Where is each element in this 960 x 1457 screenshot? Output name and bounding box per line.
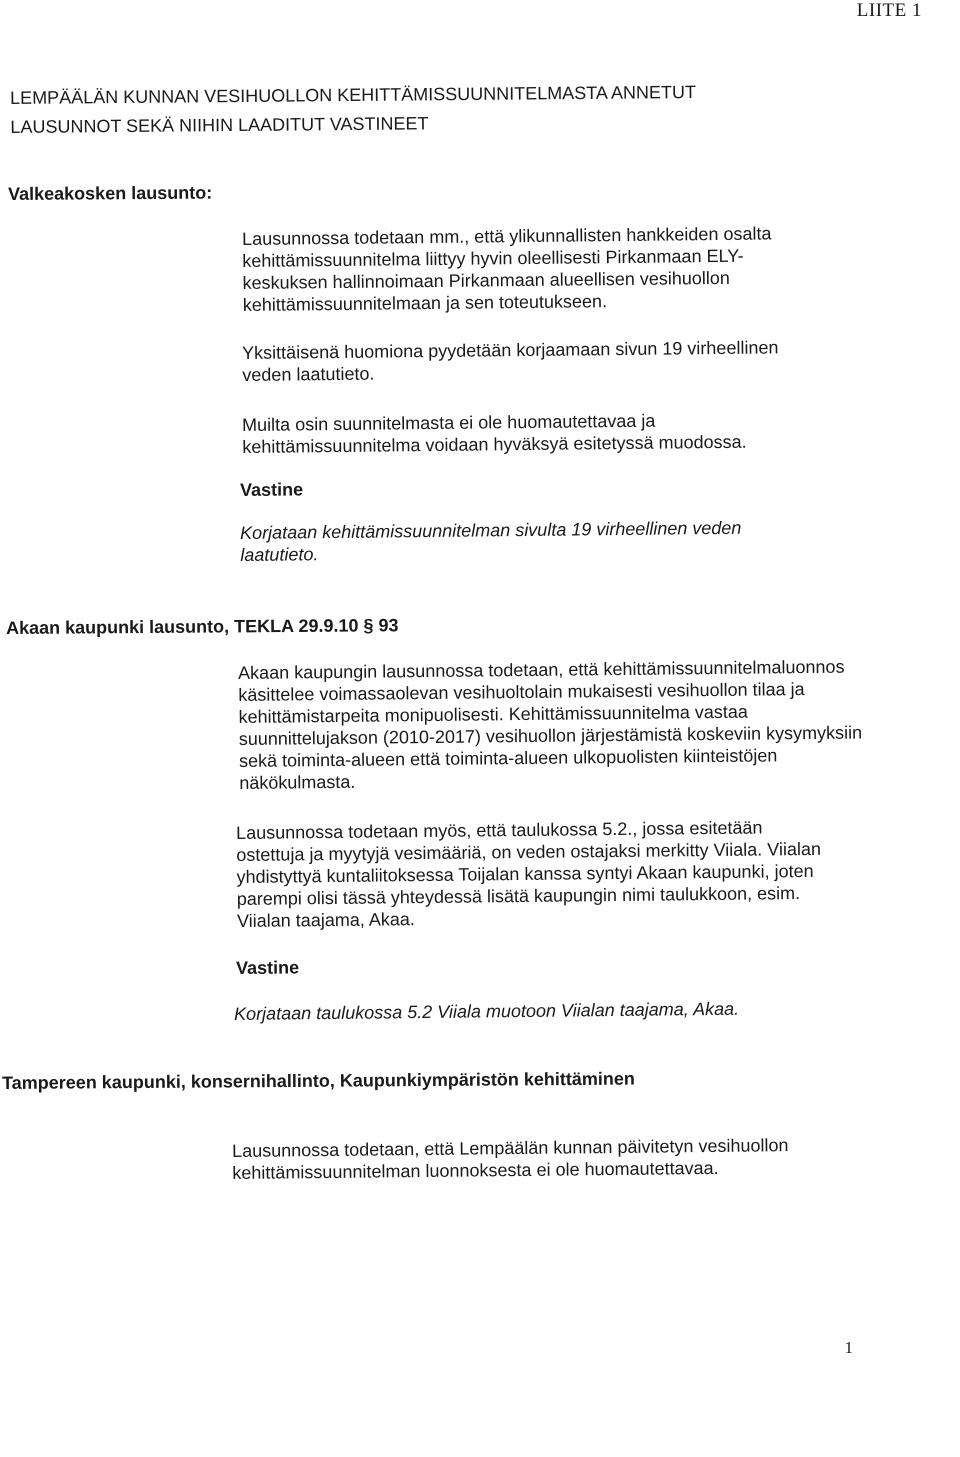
paragraph: Yksittäisenä huomiona pyydetään korjaamaan sivun 19 virheellinen veden laatutieto. bbox=[242, 337, 779, 385]
section-heading-akaa: Akaan kaupunki lausunto, TEKLA 29.9.10 § 93 bbox=[6, 615, 399, 638]
paragraph: Akaan kaupungin lausunnossa todetaan, että kehittämissuunnitelmaluonnos käsittelee voimassaolevan vesihuoltolain mukaisesti vesihuollon tilaa ja kehittämistarpeita monipuolisesti. Kehittämissuunnitelma vastaa suunnittelujakson (2010-2017) vesihuollon järjestämistä koskeviin kysymyksiin sekä toiminta-alueen että toiminta-alueen ulkopuolisten kiinteistöjen näkökulmasta. bbox=[238, 656, 863, 793]
reply-label: Vastine bbox=[236, 957, 300, 978]
paragraph: Lausunnossa todetaan, että Lempäälän kunnan päivitetyn vesihuollon kehittämissuunnitelman luonnoksesta ei ole huomautettavaa. bbox=[232, 1135, 789, 1183]
section-heading-valkeakoski: Valkeakosken lausunto: bbox=[8, 182, 213, 204]
reply-text: Korjataan taulukossa 5.2 Viiala muotoon Viialan taajama, Akaa. bbox=[234, 998, 740, 1024]
document-title: LEMPÄÄLÄN KUNNAN VESIHUOLLON KEHITTÄMISSUUNNITELMASTA ANNETUT LAUSUNNOT SEKÄ NIIHIN LAADITUT VASTINEET bbox=[10, 82, 696, 137]
reply-text: Korjataan kehittämissuunnitelman sivulta 19 virheellinen veden laatutieto. bbox=[240, 517, 742, 565]
attachment-label: LIITE 1 bbox=[856, 0, 922, 21]
reply-label: Vastine bbox=[240, 479, 304, 500]
paragraph: Muilta osin suunnitelmasta ei ole huomautettavaa ja kehittämissuunnitelma voidaan hyväksyä esitetyssä muodossa. bbox=[242, 410, 747, 457]
paragraph: Lausunnossa todetaan mm., että ylikunnallisten hankkeiden osalta kehittämissuunnitelma liittyy hyvin oleellisesti Pirkanmaan ELY-keskuksen hallinnoimaan Pirkanmaan alueellisen vesihuollon kehittämissuunnitelmaan ja sen toteutukseen. bbox=[242, 223, 772, 315]
section-heading-tampere: Tampereen kaupunki, konsernihallinto, Kaupunkiympäristön kehittäminen bbox=[2, 1068, 635, 1093]
paragraph: Lausunnossa todetaan myös, että taulukossa 5.2., jossa esitetään ostettuja ja myytyjä vesimääriä, on veden ostajaksi merkitty Viiala. Viialan yhdistyttyä kuntaliitoksessa Toijalan kanssa syntyi Akaan kaupunki, joten parempi olisi tässä yhteydessä lisätä kaupungin nimi taulukkoon, esim. Viialan taajama, Akaa. bbox=[236, 817, 822, 931]
page-number: 1 bbox=[844, 1338, 853, 1357]
